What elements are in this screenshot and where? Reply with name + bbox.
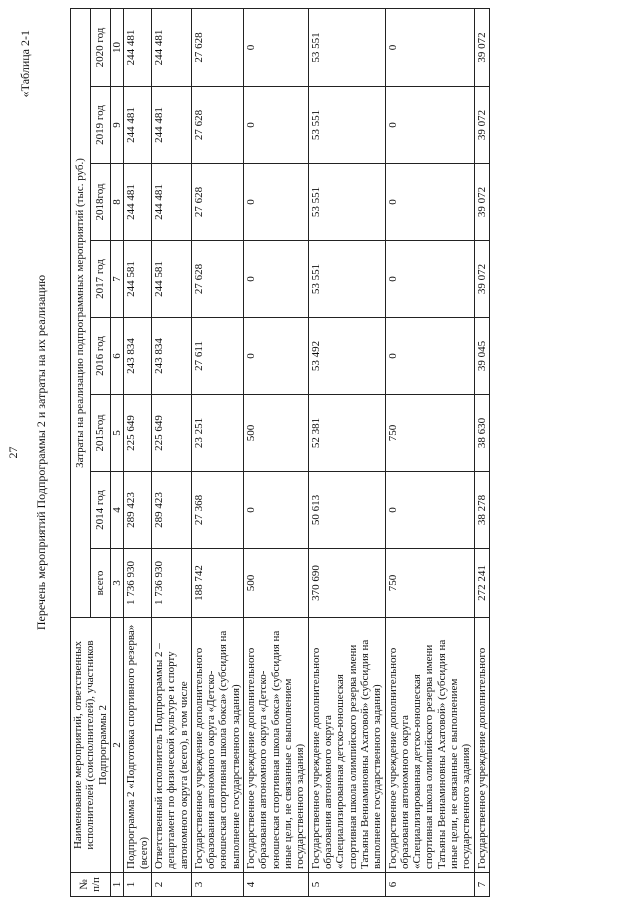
row-value: 27 611	[191, 318, 243, 395]
row-num: 6	[385, 873, 474, 897]
row-value: 0	[385, 164, 474, 241]
header-name: Наименование мероприятий, ответственных исполнителей (соисполнителей), участников Подпрограммы 2	[71, 618, 111, 873]
table-row	[385, 8, 474, 896]
page-number: 27	[6, 446, 20, 459]
row-num: 1	[124, 873, 152, 897]
row-value: 244 481	[151, 8, 191, 86]
row-value: 23 251	[191, 395, 243, 472]
row-value: 39 072	[474, 8, 489, 86]
row-value: 244 481	[124, 87, 152, 164]
row-name: Государственное учреждение дополнительного образования автономного округа «Специализированная детско-юношеская спортивная школа олимпийского резерва имени Татьяны Вениаминовны Ахатовой» (субсидия на выполнение государственного задания)	[308, 618, 385, 873]
row-total: 370 690	[308, 549, 385, 618]
column-index: 1	[110, 873, 123, 897]
column-index: 7	[110, 241, 123, 318]
row-value: 225 649	[151, 395, 191, 472]
row-value: 0	[385, 318, 474, 395]
row-value: 243 834	[151, 318, 191, 395]
table-reference: «Таблица 2-1	[18, 30, 32, 98]
table-row	[308, 8, 385, 896]
row-value: 244 481	[151, 87, 191, 164]
row-value: 244 481	[124, 8, 152, 86]
row-total: 272 241	[474, 549, 489, 618]
row-name: Государственное учреждение дополнительного образования автономного округа «Детско-юношеская спортивная школа бокса» (субсидия на иные цели, не связанные с выполнением государственного задания)	[244, 618, 309, 873]
row-value: 0	[385, 241, 474, 318]
row-name: Подпрограмма 2 «Подготовка спортивного резерва» (всего)	[124, 618, 152, 873]
row-value: 244 581	[151, 241, 191, 318]
row-value: 53 551	[308, 241, 385, 318]
table-row	[124, 8, 152, 896]
table-row	[474, 8, 489, 896]
row-value: 38 630	[474, 395, 489, 472]
row-value: 53 551	[308, 87, 385, 164]
column-index: 4	[110, 472, 123, 549]
row-value: 27 368	[191, 472, 243, 549]
row-value: 27 628	[191, 8, 243, 86]
row-value: 289 423	[124, 472, 152, 549]
row-value: 27 628	[191, 241, 243, 318]
row-value: 0	[244, 241, 309, 318]
row-name: Государственное учреждение дополнительного	[474, 618, 489, 873]
header-year: 2019 год	[90, 87, 110, 164]
column-index: 5	[110, 395, 123, 472]
row-total: 750	[385, 549, 474, 618]
row-num: 4	[244, 873, 309, 897]
row-name: Ответственный исполнитель Подпрограммы 2 – департамент по физической культуре и спорту автономного округа (всего), в том числе	[151, 618, 191, 873]
row-value: 244 481	[151, 164, 191, 241]
row-value: 0	[244, 87, 309, 164]
row-value: 0	[244, 164, 309, 241]
row-value: 53 551	[308, 8, 385, 86]
header-total: всего	[90, 549, 110, 618]
column-index: 9	[110, 87, 123, 164]
table-row	[244, 8, 309, 896]
row-num: 3	[191, 873, 243, 897]
header-num: № п/п	[71, 873, 111, 897]
page-title: Перечень мероприятий Подпрограммы 2 и затраты на их реализацию	[34, 274, 48, 631]
row-value: 39 072	[474, 87, 489, 164]
column-index: 2	[110, 618, 123, 873]
header-year: 2016 год	[90, 318, 110, 395]
row-value: 0	[244, 8, 309, 86]
row-value: 27 628	[191, 164, 243, 241]
row-value: 50 613	[308, 472, 385, 549]
header-costs-group: Затраты на реализацию подпрограммных мероприятий (тыс. руб.)	[71, 8, 91, 617]
row-value: 225 649	[124, 395, 152, 472]
row-total: 188 742	[191, 549, 243, 618]
row-value: 243 834	[124, 318, 152, 395]
header-row-1	[71, 8, 91, 896]
row-total: 500	[244, 549, 309, 618]
row-num: 5	[308, 873, 385, 897]
header-year: 2015год	[90, 395, 110, 472]
row-value: 38 278	[474, 472, 489, 549]
row-name: Государственное учреждение дополнительного образования автономного округа «Специализированная детско-юношеская спортивная школа олимпийского резерва имени Татьяны Вениаминовны Ахатовой» (субсидия на иные цели, не связанные с выполнением государственного задания)	[385, 618, 474, 873]
row-value: 500	[244, 395, 309, 472]
header-year: 2014 год	[90, 472, 110, 549]
row-value: 289 423	[151, 472, 191, 549]
table-row	[151, 8, 191, 896]
row-num: 2	[151, 873, 191, 897]
row-total: 1 736 930	[124, 549, 152, 618]
row-value: 0	[244, 318, 309, 395]
column-index: 3	[110, 549, 123, 618]
header-year: 2017 год	[90, 241, 110, 318]
row-value: 27 628	[191, 87, 243, 164]
column-index: 6	[110, 318, 123, 395]
row-value: 750	[385, 395, 474, 472]
header-year: 2018год	[90, 164, 110, 241]
row-value: 0	[385, 87, 474, 164]
column-index: 8	[110, 164, 123, 241]
column-index: 10	[110, 8, 123, 86]
row-value: 0	[385, 472, 474, 549]
header-year: 2020 год	[90, 8, 110, 86]
row-value: 0	[385, 8, 474, 86]
row-name: Государственное учреждение дополнительного образования автономного округа «Детско-юношеская спортивная школа бокса» (субсидия на выполнение государственного задания)	[191, 618, 243, 873]
row-value: 53 551	[308, 164, 385, 241]
measures-table	[70, 8, 490, 897]
row-total: 1 736 930	[151, 549, 191, 618]
row-value: 52 381	[308, 395, 385, 472]
row-value: 39 072	[474, 164, 489, 241]
row-value: 244 481	[124, 164, 152, 241]
row-value: 39 072	[474, 241, 489, 318]
row-num: 7	[474, 873, 489, 897]
row-value: 244 581	[124, 241, 152, 318]
table-row	[191, 8, 243, 896]
row-value: 39 045	[474, 318, 489, 395]
row-value: 0	[244, 472, 309, 549]
column-index-row	[110, 8, 123, 896]
row-value: 53 492	[308, 318, 385, 395]
